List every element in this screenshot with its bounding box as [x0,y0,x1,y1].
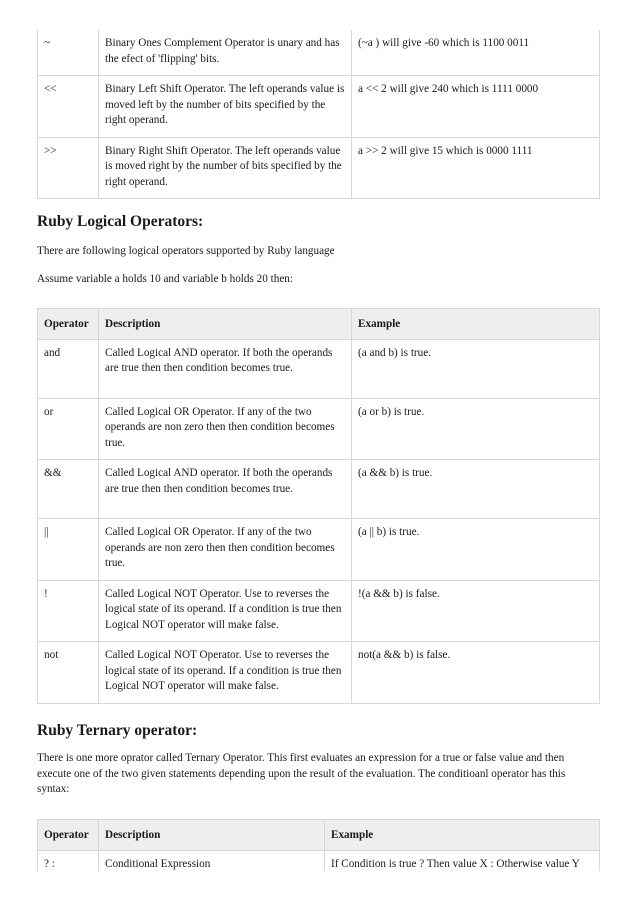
operator-cell: && [38,460,99,519]
example-cell: not(a && b) is false. [352,642,600,704]
header-operator: Operator [38,820,99,851]
table-row [38,30,600,76]
description-cell: Called Logical OR Operator. If any of the two operands are non zero then then condition becomes true. [99,398,352,460]
table-row [38,398,600,460]
header-description: Description [99,309,352,340]
operator-cell: >> [38,137,99,199]
description-cell: Called Logical NOT Operator. Use to reverses the logical state of its operand. If a condition is true then Logical NOT operator will make false. [99,642,352,704]
example-cell: !(a && b) is false. [352,580,600,642]
ternary-operator-heading: Ruby Ternary operator: [37,722,198,739]
table-header-row [38,309,600,340]
logical-operators-table [37,308,600,704]
header-example: Example [325,820,600,851]
description-cell: Called Logical AND operator. If both the operands are true then then condition becomes true. [99,460,352,519]
example-cell: (a || b) is true. [352,519,600,581]
table-row [38,76,600,138]
description-cell: Called Logical NOT Operator. Use to reverses the logical state of its operand. If a condition is true then Logical NOT operator will make false. [99,580,352,642]
logical-assume-text: Assume variable a holds 10 and variable b holds 20 then: [37,273,294,285]
description-cell: Binary Right Shift Operator. The left operands value is moved right by the number of bits specified by the right operand. [99,137,352,199]
logical-operators-heading: Ruby Logical Operators: [37,213,204,230]
logical-intro-text: There are following logical operators supported by Ruby language [37,245,335,257]
example-cell: If Condition is true ? Then value X : Otherwise value Y [325,850,600,881]
table-row [38,642,600,704]
operator-cell: not [38,642,99,704]
table-row [38,519,600,581]
example-cell: (a and b) is true. [352,339,600,398]
operator-cell: || [38,519,99,581]
description-cell: Called Logical OR Operator. If any of the two operands are non zero then then condition becomes true. [99,519,352,581]
table-header-row [38,820,600,851]
description-cell: Binary Left Shift Operator. The left operands value is moved left by the number of bits specified by the right operand. [99,76,352,138]
description-cell: Binary Ones Complement Operator is unary and has the efect of 'flipping' bits. [99,30,352,76]
operator-cell: ~ [38,30,99,76]
ternary-intro-text: There is one more oprator called Ternary Operator. This first evaluates an expression for a true or false value and then execute one of the two given statements depending upon the result of the evaluation. The conditioanl operator has this syntax: [37,752,566,795]
example-cell: (~a ) will give -60 which is 1100 0011 [352,30,600,76]
table-row [38,460,600,519]
table-row [38,339,600,398]
example-cell: (a && b) is true. [352,460,600,519]
header-description: Description [99,820,325,851]
bitwise-operators-table [37,30,600,199]
operator-cell: ? : [38,850,99,881]
table-row [38,137,600,199]
example-cell: (a or b) is true. [352,398,600,460]
page-bottom-margin [0,871,638,903]
description-cell: Conditional Expression [99,850,325,881]
header-operator: Operator [38,309,99,340]
example-cell: a >> 2 will give 15 which is 0000 1111 [352,137,600,199]
header-example: Example [352,309,600,340]
table-row [38,580,600,642]
example-cell: a << 2 will give 240 which is 1111 0000 [352,76,600,138]
operator-cell: and [38,339,99,398]
operator-cell: ! [38,580,99,642]
operator-cell: or [38,398,99,460]
description-cell: Called Logical AND operator. If both the operands are true then then condition becomes true. [99,339,352,398]
operator-cell: << [38,76,99,138]
